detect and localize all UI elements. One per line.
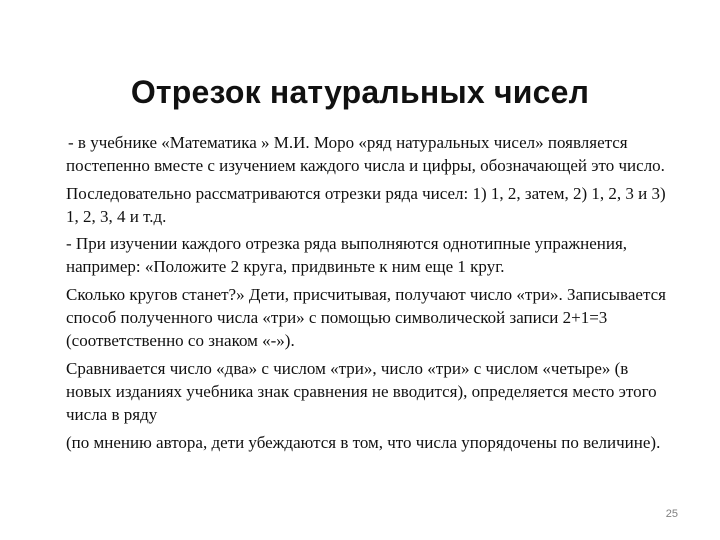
paragraph-5: Сравнивается число «два» с числом «три», число «три» с числом «четыре» (в новых изданиях учебника знак сравнения не вводится), определяется место этого числа в ряду <box>66 358 657 425</box>
paragraph-6: (по мнению автора, дети убеждаются в том, что числа упорядочены по величине). <box>66 432 661 452</box>
paragraph-3: - При изучении каждого отрезка ряда выполняются однотипные упражнения, например: «Положите 2 круга, придвиньте к ним еще 1 круг. <box>66 234 628 277</box>
slide-body <box>58 131 688 458</box>
paragraph-2: Последовательно рассматриваются отрезки ряда чисел: 1) 1, 2, затем, 2) 1, 2, 3 и 3) 1, 2, 3, 4 и т.д. <box>66 183 666 226</box>
slide-title: Отрезок натуральных чисел <box>130 74 590 111</box>
paragraph-1: - в учебнике «Математика » М.И. Моро «ряд натуральных чисел» появляется постепенно вместе с изучением каждого числа и цифры, обозначающей это число. <box>66 133 665 176</box>
paragraph-4: Сколько кругов станет?» Дети, присчитывая, получают число «три». Записывается способ полученного числа «три» с помощью символической записи 2+1=3 (соответственно со знаком «-»). <box>66 284 666 351</box>
page-number: 25 <box>665 508 678 520</box>
